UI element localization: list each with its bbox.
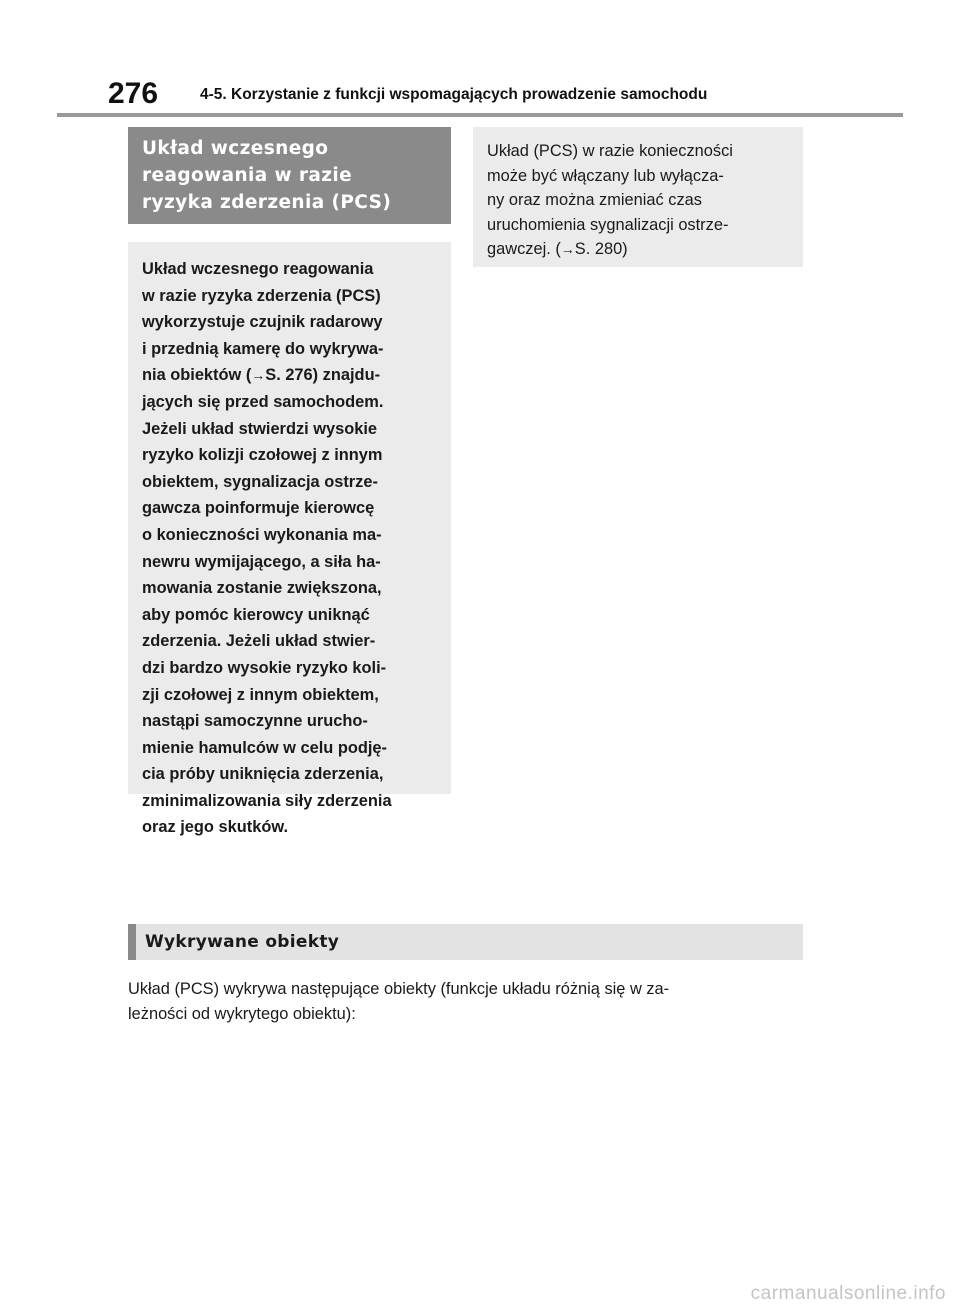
summary-line: newru wymijającego, a siła ha- xyxy=(142,552,381,571)
summary-line: aby pomóc kierowcy uniknąć xyxy=(142,605,370,624)
page-header xyxy=(108,76,808,112)
detected-objects-paragraph xyxy=(128,977,803,1027)
detected-objects-heading: Wykrywane obiekty xyxy=(128,924,803,960)
summary-line: gawcza poinformuje kierowcę xyxy=(142,499,375,518)
page-reference-link[interactable]: S. 280) xyxy=(574,240,628,258)
summary-line: Jeżeli układ stwierdzi wysokie xyxy=(142,419,378,438)
site-watermark: carmanualsonline.info xyxy=(750,1283,946,1304)
summary-line: oraz jego skutków. xyxy=(142,818,289,837)
section-heading-pcs xyxy=(128,127,451,224)
pcs-note-box xyxy=(473,127,803,267)
summary-line: zji czołowej z innym obiektem, xyxy=(142,685,379,704)
summary-line: obiektem, sygnalizacja ostrze- xyxy=(142,472,378,491)
paragraph-line: Układ (PCS) wykrywa następujące obiekty (funkcje układu różnią się w za- xyxy=(128,980,670,998)
note-line: ny oraz można zmieniać czas xyxy=(487,191,702,209)
summary-line: i przednią kamerę do wykrywa- xyxy=(142,339,384,358)
summary-line: ryzyko kolizji czołowej z innym xyxy=(142,446,383,465)
header-divider xyxy=(57,113,903,117)
summary-line: wykorzystuje czujnik radarowy xyxy=(142,313,383,332)
summary-line: mienie hamulców w celu podję- xyxy=(142,738,387,757)
summary-line-part: nia obiektów ( xyxy=(142,366,252,385)
heading-line: Układ wczesnego xyxy=(142,138,329,159)
page-number: 276 xyxy=(108,77,159,110)
note-line-with-reference xyxy=(487,237,789,262)
paragraph-line: leżności od wykrytego obiektu): xyxy=(128,1005,356,1023)
summary-line: dzi bardzo wysokie ryzyko koli- xyxy=(142,658,387,677)
summary-line: jących się przed samochodem. xyxy=(142,392,384,411)
note-line: Układ (PCS) w razie konieczności xyxy=(487,142,733,160)
pcs-summary-box xyxy=(128,242,451,837)
page-reference-link[interactable]: S. 276) znajdu- xyxy=(265,366,381,385)
arrow-right-icon: → xyxy=(251,367,266,384)
heading-line: reagowania w razie xyxy=(142,165,353,186)
summary-line-with-reference xyxy=(142,362,437,389)
note-line: uruchomienia sygnalizacji ostrze- xyxy=(487,215,729,234)
arrow-right-icon: → xyxy=(560,241,575,257)
summary-line: o konieczności wykonania ma- xyxy=(142,525,382,544)
summary-line: cia próby uniknięcia zderzenia, xyxy=(142,765,384,784)
summary-line: Układ wczesnego reagowania xyxy=(142,260,374,278)
summary-line: nastąpi samoczynne urucho- xyxy=(142,712,368,731)
note-line-part: gawczej. ( xyxy=(487,240,561,258)
summary-line: w razie ryzyka zderzenia (PCS) xyxy=(142,286,381,305)
summary-line: mowania zostanie zwiększona, xyxy=(142,579,382,598)
summary-line: zderzenia. Jeżeli układ stwier- xyxy=(142,632,376,651)
chapter-title: 4-5. Korzystanie z funkcji wspomagających prowadzenie samochodu xyxy=(200,86,708,103)
heading-line: ryzyka zderzenia (PCS) xyxy=(142,192,392,213)
note-line: może być włączany lub wyłącza- xyxy=(487,166,724,185)
summary-line: zminimalizowania siły zderzenia xyxy=(142,791,392,810)
